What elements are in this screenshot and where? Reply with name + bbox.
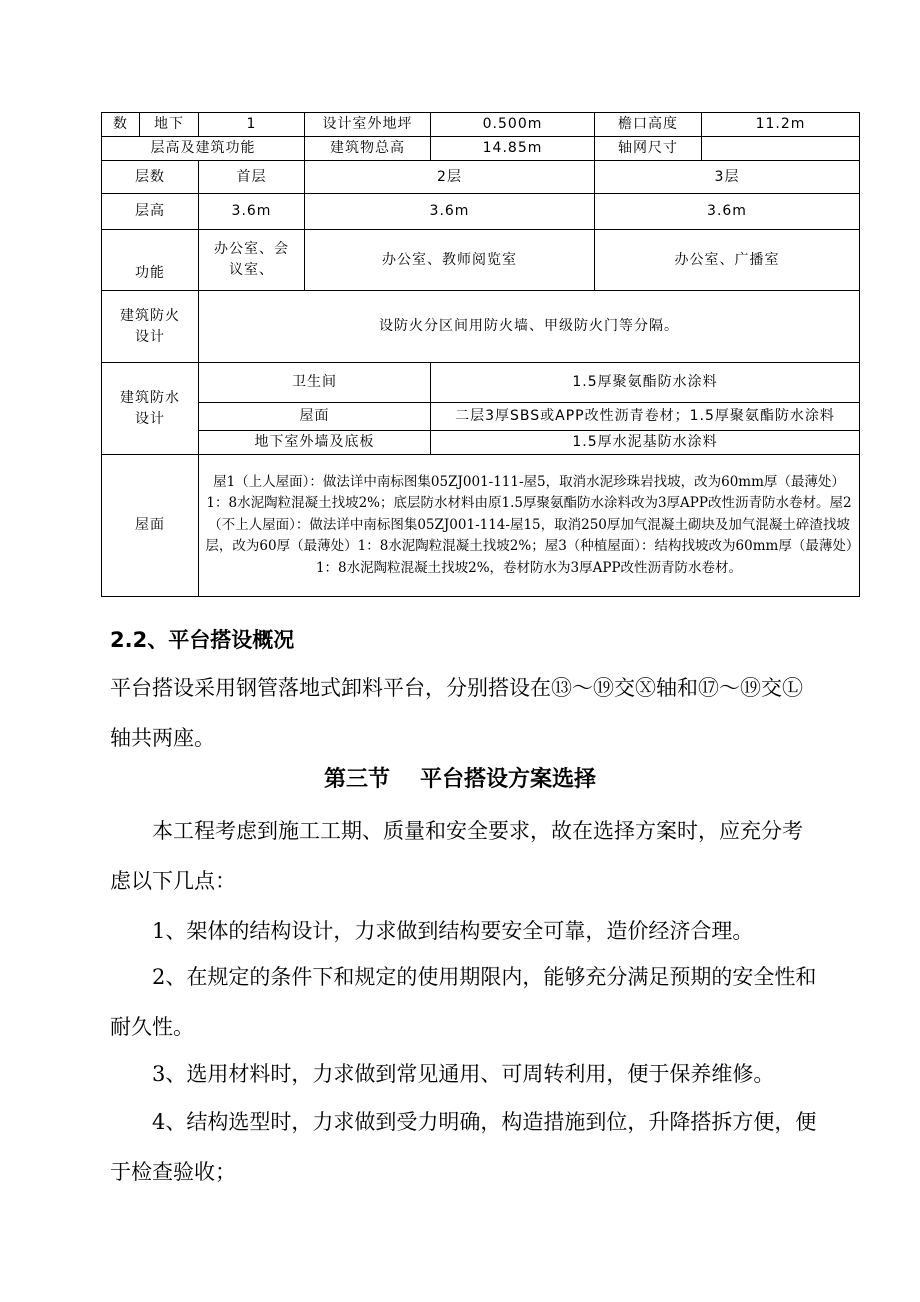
list-item: 3、选用材料时，力求做到常见通用、可周转利用，便于保养维修。 [152, 1062, 775, 1086]
section-heading: 2.2、平台搭设概况 [110, 628, 295, 652]
table-cell [702, 137, 860, 161]
table-row [102, 403, 860, 431]
list-item: 2、在规定的条件下和规定的使用期限内，能够充分满足预期的安全性和耐久性。 [110, 965, 817, 1039]
table-cell: 办公室、会议室、 [199, 230, 305, 291]
table-cell: 3层 [595, 161, 860, 194]
table-cell: 卫生间 [199, 363, 431, 403]
table-cell: 1.5厚聚氨酯防水涂料 [431, 363, 860, 403]
table-cell: 3.6m [199, 194, 305, 230]
table-cell: 0.500m [431, 113, 595, 137]
table-cell: 层数 [102, 161, 199, 194]
table-cell: 地下 [140, 113, 199, 137]
table-cell: 14.85m [431, 137, 595, 161]
table-cell: 首层 [199, 161, 305, 194]
table-row [102, 230, 860, 291]
table-cell: 檐口高度 [595, 113, 702, 137]
table-cell: 3.6m [305, 194, 595, 230]
table-cell: 地下室外墙及底板 [199, 431, 431, 455]
table-cell: 建筑物总高 [305, 137, 431, 161]
table-cell: 屋面 [199, 403, 431, 431]
building-info-table [101, 112, 860, 597]
table-cell: 二层3厚SBS或APP改性沥青卷材；1.5厚聚氨酯防水涂料 [431, 403, 860, 431]
table-cell: 层高 [102, 194, 199, 230]
section-title-text: 平台搭设方案选择 [420, 767, 597, 792]
table-row [102, 137, 860, 161]
table-cell: 层高及建筑功能 [102, 137, 305, 161]
table-row [102, 455, 860, 597]
section-title [0, 762, 920, 793]
table-cell: 1.5厚水泥基防水涂料 [431, 431, 860, 455]
table-row [102, 363, 860, 403]
list-item: 1、架体的结构设计，力求做到结构要安全可靠，造价经济合理。 [152, 919, 754, 943]
paragraph: 平台搭设采用钢管落地式卸料平台，分别搭设在⑬～⑲交Ⓧ轴和⑰～⑲交Ⓛ轴共两座。 [110, 676, 803, 750]
table-cell: 设防火分区间用防火墙、甲级防火门等分隔。 [199, 291, 860, 363]
table-cell: 3.6m [595, 194, 860, 230]
list-item: 4、结构选型时，力求做到受力明确，构造措施到位，升降搭拆方便，便于检查验收； [110, 1110, 817, 1184]
paragraph: 本工程考虑到施工工期、质量和安全要求，故在选择方案时，应充分考虑以下几点： [110, 819, 803, 893]
table-row [102, 431, 860, 455]
table-cell: 11.2m [702, 113, 860, 137]
table-cell: 功能 [102, 230, 199, 291]
table-cell: 屋面 [102, 455, 199, 597]
table-row [102, 113, 860, 137]
table-cell: 轴网尺寸 [595, 137, 702, 161]
table-row [102, 194, 860, 230]
table-row [102, 161, 860, 194]
table-cell: 办公室、教师阅览室 [305, 230, 595, 291]
section-number: 第三节 [323, 767, 390, 792]
table-cell: 建筑防水设计 [102, 363, 199, 455]
table-cell: 设计室外地坪 [305, 113, 431, 137]
table-cell: 办公室、广播室 [595, 230, 860, 291]
table-cell: 建筑防火设计 [102, 291, 199, 363]
table-cell: 屋1（上人屋面）：做法详中南标图集05ZJ001-111-屋5，取消水泥珍珠岩找坡，改为60mm厚（最薄处）1：8水泥陶粒混凝土找坡2%；底层防水材料由原1.5厚聚氨酯防水涂料改为3厚APP改性沥青防水卷材。屋2（不上人屋面）：做法详中南标图集05ZJ001-114-屋15，取消250厚加气混凝土砌块及加气混凝土碎渣找坡层，改为60厚（最薄处）1：8水泥陶粒混凝土找坡2%；屋3（种植屋面）：结构找坡改为60mm厚（最薄处）1：8水泥陶粒混凝土找坡2%，卷材防水为3厚APP改性沥青防水卷材。 [199, 455, 860, 597]
table-cell: 1 [199, 113, 305, 137]
table-cell: 2层 [305, 161, 595, 194]
table-row [102, 291, 860, 363]
table-cell: 数 [102, 113, 140, 137]
